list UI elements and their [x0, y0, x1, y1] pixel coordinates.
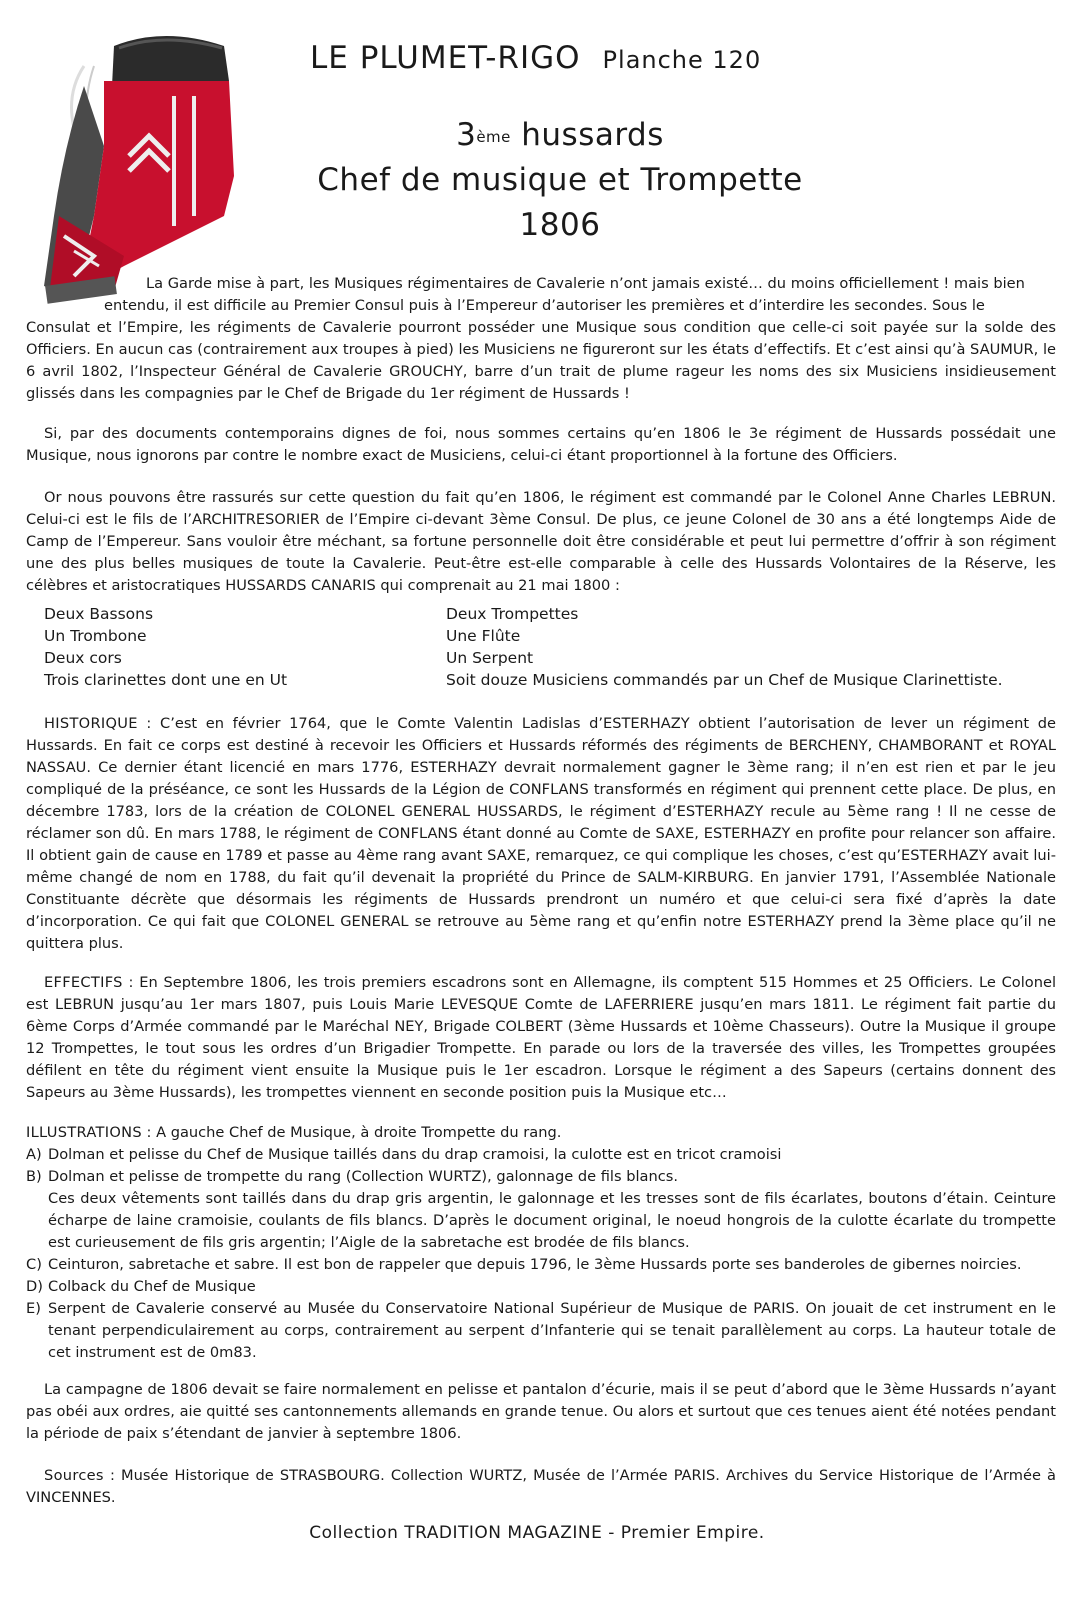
instrument-item: Un Trombone	[44, 627, 147, 645]
illustrations-label: ILLUSTRATIONS	[26, 1124, 142, 1141]
effectifs-section	[26, 972, 1056, 1104]
item-text: Dolman et pelisse de trompette du rang (Collection WURTZ), galonnage de fils blancs.	[48, 1168, 679, 1185]
intro-line-2: entendu, il est difficile au Premier Consul puis à l’Empereur d’autoriser les premières et d’interdire les secondes. Sous le	[104, 297, 985, 314]
illustration-item	[26, 1276, 1056, 1298]
instrument-item: Une Flûte	[446, 627, 521, 645]
rank-number: 3	[456, 117, 477, 153]
item-b-continuation: Ces deux vêtements sont taillés dans du drap gris argentin, le galonnage et les tresses sont de fils écarlates, boutons d’étain. Ceinture écharpe de laine cramoisie, coulants de fils blancs. D’après le document original, le noeud hongrois de la culotte écarlate du trompette est curieusement de fils gris argentin; l’Aigle de la sabretache est brodée de fils blancs.	[48, 1190, 1056, 1251]
instruments-left	[44, 603, 287, 691]
intro-line-1: La Garde mise à part, les Musiques régimentaires de Cavalerie n’ont jamais existé… du moins officiellement ! mais bien	[146, 275, 1025, 292]
plate-number: Planche 120	[602, 46, 762, 74]
sources-section	[26, 1465, 1056, 1509]
instrument-item: Deux Trompettes	[446, 605, 579, 623]
illustration-item	[26, 1254, 1056, 1276]
item-letter: D)	[26, 1278, 43, 1295]
historique-section	[26, 713, 1056, 955]
campagne-paragraph: La campagne de 1806 devait se faire normalement en pelisse et pantalon d’écurie, mais il se peut d’abord que le 3ème Hussards n’ayant pas obéi aux ordres, aie quitté ses cantonnements allemands en grande tenue. Ou alors et surtout que ces tenues aient été notées pendant la période de paix s’étendant de janvier à septembre 1806.	[26, 1381, 1056, 1442]
item-letter: E)	[26, 1300, 41, 1317]
item-text: Colback du Chef de Musique	[48, 1278, 256, 1295]
instrument-item: Un Serpent	[446, 649, 534, 667]
unit-name: hussards	[521, 117, 664, 153]
illustrations-intro: : A gauche Chef de Musique, à droite Trompette du rang.	[141, 1124, 562, 1141]
item-letter: B)	[26, 1168, 42, 1185]
historique-text: : C’est en février 1764, que le Comte Valentin Ladislas d’ESTERHAZY obtient l’autorisation de lever un régiment de Hussards. En fait ce corps est destiné à recevoir les Officiers et Hussards réformés des régiments de BERCHENY, CHAMBORANT et ROYAL NASSAU. Ce dernier étant licencié en mars 1776, ESTERHAZY devrait normalement gagner le 3ème rang; il n’en est rien et par le jeu compliqué de la préséance, ce sont les Hussards de la Légion de CONFLANS transformés en régiment qui prennent cette place. De plus, en décembre 1783, lors de la création de COLONEL GENERAL HUSSARDS, le régiment d’ESTERHAZY recule au 5ème rang ! Il ne cesse de réclamer son dû. En mars 1788, le régiment de CONFLANS étant donné au Comte de SAXE, ESTERHAZY en profite pour relancer son affaire. Il obtient gain de cause en 1789 et passe au 4ème rang avant SAXE, remarquez, ce qui complique les choses, c’est qu’ESTERHAZY avait lui-même changé de nom en 1788, du fait qu’il devenait la propriété du Prince de SALM-KIRBURG. En janvier 1791, l’Assemblée Nationale Constituante décrète que désormais les régiments de Hussards prendront un numéro et que celui-ci sera fixé d’après la date d’incorporation. Ce qui fait que COLONEL GENERAL se retrouve au 5ème rang et qu’enfin notre ESTERHAZY prend la 3ème place qu’il ne quittera plus.	[26, 715, 1056, 952]
rank-suffix: ème	[476, 128, 511, 146]
illustrations-section	[26, 1122, 1056, 1364]
illustration-item	[26, 1298, 1056, 1364]
page-header	[310, 40, 761, 76]
item-letter: A)	[26, 1146, 42, 1163]
item-text: Serpent de Cavalerie conservé au Musée du Conservatoire National Supérieur de Musique de PARIS. On jouait de cet instrument en le tenant perpendiculairement au corps, contrairement au serpent d’Infanterie qui se tenait parallèlement au corps. La hauteur totale de cet instrument est de 0m83.	[48, 1300, 1056, 1361]
subject-title: Chef de musique et Trompette	[317, 162, 803, 198]
instrument-item: Deux cors	[44, 649, 122, 667]
paragraph-lebrun: Or nous pouvons être rassurés sur cette question du fait qu’en 1806, le régiment est commandé par le Colonel Anne Charles LEBRUN. Celui-ci est le fils de l’ARCHITRESORIER de l’Empire ci-devant 3ème Consul. De plus, ce jeune Colonel de 30 ans a été longtemps Aide de Camp de l’Empereur. Sans vouloir être méchant, sa fortune personnelle doit être considérable et peut lui permettre d’offrir à son régiment une des plus belles musiques de toute la Cavalerie. Peut-être est-elle comparable à celle des Hussards Volontaires de la Réserve, les célèbres et aristocratiques HUSSARDS CANARIS qui comprenait au 21 mai 1800 :	[26, 489, 1056, 594]
intro-rest: Consulat et l’Empire, les régiments de Cavalerie pourront posséder une Musique sous condition que celle-ci soit payée sur la solde des Officiers. En aucun cas (contrairement aux troupes à pied) les Musiciens ne figureront sur les états d’effectifs. Et c’est ainsi qu’à SAUMUR, le 6 avril 1802, l’Inspecteur Général de Cavalerie GROUCHY, barre d’un trait de plume rageur les noms des six Musiciens insidieusement glissés dans les compagnies par le Chef de Brigade du 1er régiment de Hussards !	[26, 319, 1056, 402]
instruments-right	[446, 603, 1003, 691]
footer-collection: Collection TRADITION MAGAZINE - Premier Empire.	[309, 1523, 765, 1543]
intro-paragraph	[26, 273, 1056, 405]
sources-label: Sources	[44, 1467, 104, 1484]
item-text: Ceinturon, sabretache et sabre. Il est bon de rappeler que depuis 1796, le 3ème Hussards porte ses banderoles de gibernes noircies.	[48, 1256, 1022, 1273]
year-title: 1806	[519, 207, 601, 243]
item-text: Dolman et pelisse du Chef de Musique taillés dans du drap cramoisi, la culotte est en tricot cramoisi	[48, 1146, 782, 1163]
item-letter: C)	[26, 1256, 42, 1273]
sources-text: : Musée Historique de STRASBOURG. Collection WURTZ, Musée de l’Armée PARIS. Archives du Service Historique de l’Armée à VINCENNES.	[26, 1467, 1056, 1506]
instrument-item: Trois clarinettes dont une en Ut	[44, 671, 288, 689]
page-title: LE PLUMET-RIGO	[310, 40, 581, 76]
effectifs-label: EFFECTIFS	[44, 974, 123, 991]
illustration-item	[26, 1144, 1056, 1166]
historique-label: HISTORIQUE	[44, 715, 138, 732]
instrument-item: Deux Bassons	[44, 605, 154, 623]
illustration-item	[26, 1166, 1056, 1188]
effectifs-text: : En Septembre 1806, les trois premiers escadrons sont en Allemagne, ils comptent 515 Hommes et 25 Officiers. Le Colonel est LEBRUN jusqu’au 1er mars 1807, puis Louis Marie LEVESQUE Comte de LAFERRIERE jusqu’en mars 1811. Le régiment fait partie du 6ème Corps d’Armée commandé par le Maréchal NEY, Brigade COLBERT (3ème Hussards et 10ème Chasseurs). Outre la Musique il groupe 12 Trompettes, le tout sous les ordres d’un Brigadier Trompette. En parade ou lors de la traversée des villes, les Trompettes groupées défilent en tête du régiment vient ensuite la Musique puis le 1er escadron. Lorsque le régiment a des Sapeurs (certains donnent des Sapeurs au 3ème Hussards), les trompettes viennent en seconde position puis la Musique etc…	[26, 974, 1056, 1101]
regiment-title	[300, 113, 820, 158]
paragraph-documents: Si, par des documents contemporains dignes de foi, nous sommes certains qu’en 1806 le 3e régiment de Hussards possédait une Musique, nous ignorons par contre le nombre exact de Musiciens, celui-ci étant proportionnel à la fortune des Officiers.	[26, 425, 1056, 464]
instrument-item: Soit douze Musiciens commandés par un Chef de Musique Clarinettiste.	[446, 671, 1003, 689]
